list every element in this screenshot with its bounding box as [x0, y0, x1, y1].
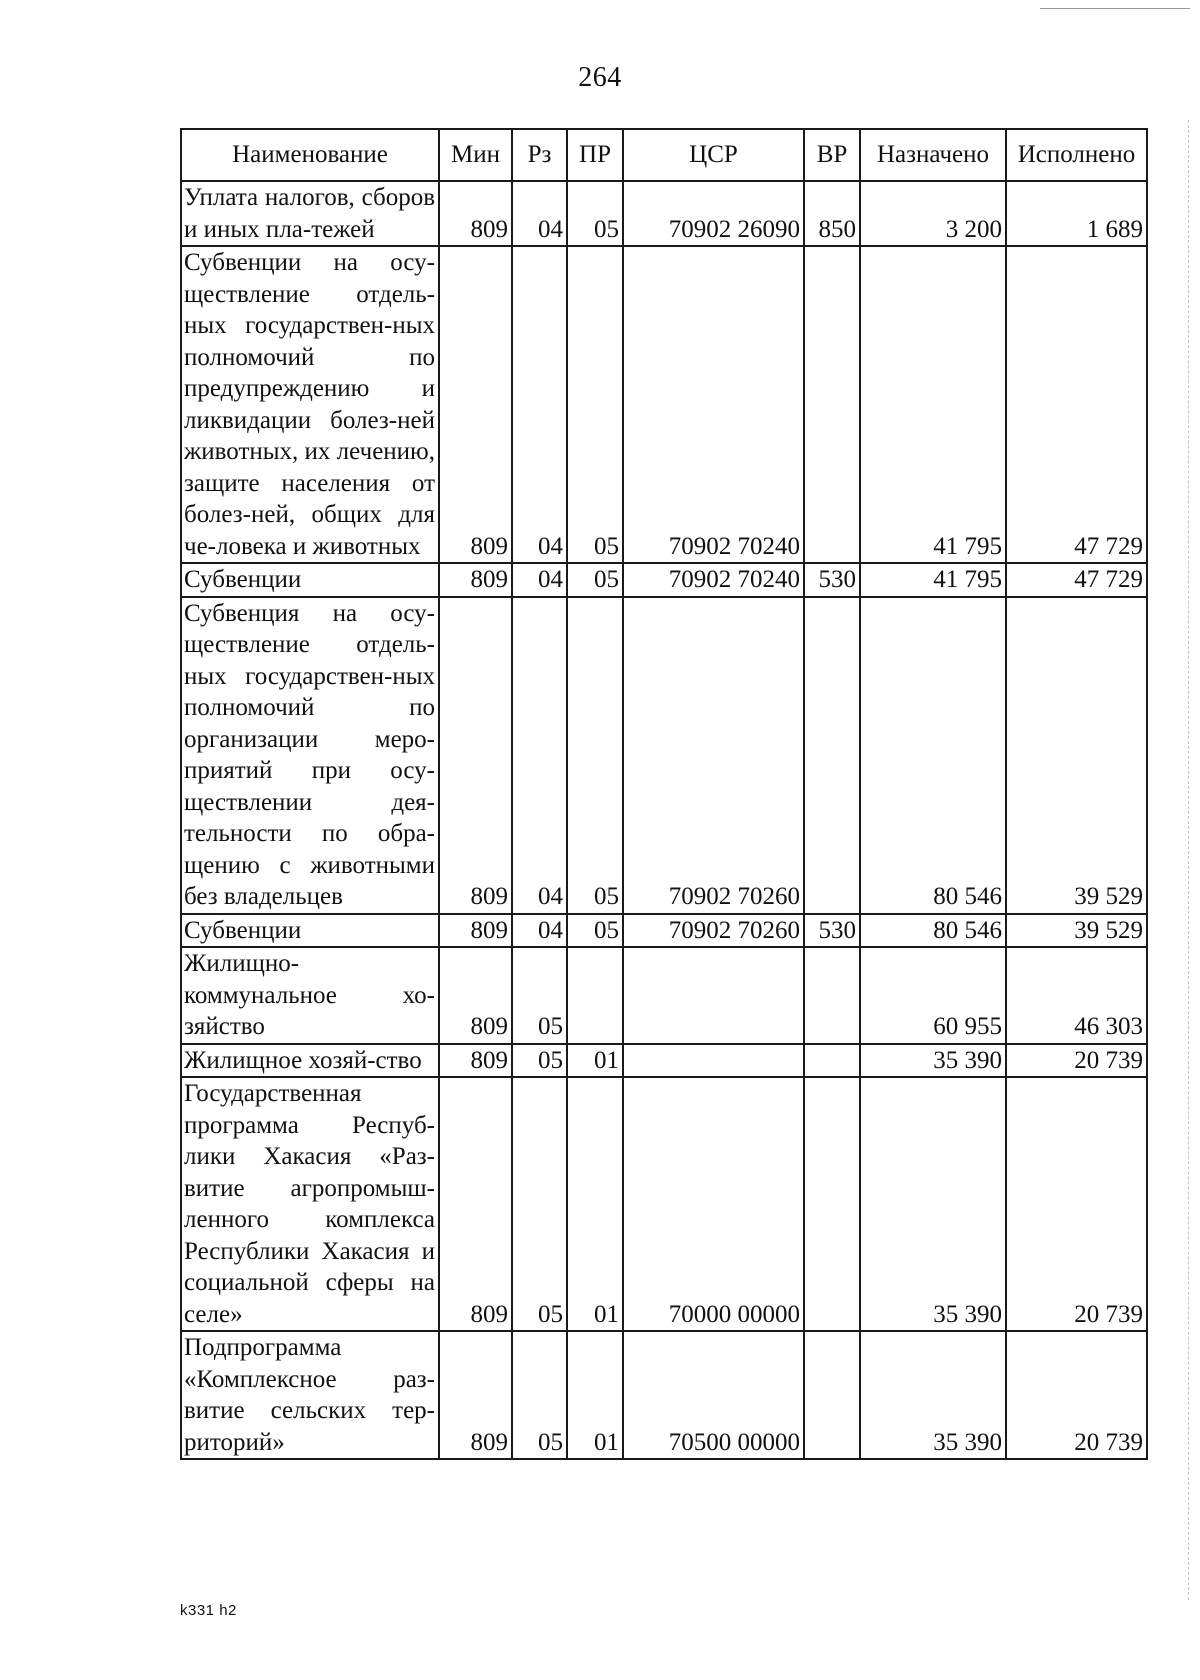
- cell-executed: 39 529: [1006, 597, 1147, 914]
- page-number: 264: [578, 62, 622, 93]
- cell-vr: [804, 947, 860, 1044]
- cell-executed: 46 303: [1006, 947, 1147, 1044]
- table-row: [181, 914, 1147, 948]
- cell-name: Подпрограмма «Комплексное раз-витие сельских тер-риторий»: [181, 1331, 439, 1459]
- scan-edge-line-top: [1040, 8, 1190, 9]
- cell-rz: 04: [512, 914, 567, 948]
- cell-vr: [804, 1331, 860, 1459]
- table-header: [181, 129, 1147, 181]
- cell-assigned: 80 546: [860, 597, 1006, 914]
- table-row: [181, 597, 1147, 914]
- cell-assigned: 3 200: [860, 181, 1006, 246]
- cell-csr: 70902 70240: [623, 563, 804, 597]
- cell-name: Жилищное хозяй-ство: [181, 1044, 439, 1078]
- cell-executed: 47 729: [1006, 563, 1147, 597]
- cell-rz: 05: [512, 1044, 567, 1078]
- cell-min: 809: [439, 246, 512, 563]
- cell-assigned: 35 390: [860, 1331, 1006, 1459]
- table-row: [181, 246, 1147, 563]
- cell-assigned: 41 795: [860, 246, 1006, 563]
- cell-min: 809: [439, 1044, 512, 1078]
- cell-pr: 01: [567, 1331, 623, 1459]
- scan-edge-line-right: [1188, 120, 1189, 1600]
- cell-executed: 20 739: [1006, 1077, 1147, 1331]
- cell-rz: 05: [512, 1331, 567, 1459]
- footer-code: k331 h2: [180, 1602, 237, 1619]
- cell-rz: 04: [512, 563, 567, 597]
- cell-rz: 04: [512, 597, 567, 914]
- cell-pr: 05: [567, 563, 623, 597]
- cell-vr: [804, 246, 860, 563]
- table-row: [181, 181, 1147, 246]
- header-min: Мин: [439, 129, 512, 181]
- cell-pr: 05: [567, 597, 623, 914]
- cell-rz: 05: [512, 1077, 567, 1331]
- cell-vr: [804, 597, 860, 914]
- cell-csr: [623, 1044, 804, 1078]
- header-executed: Исполнено: [1006, 129, 1147, 181]
- cell-pr: 05: [567, 246, 623, 563]
- cell-name: Субвенции на осу-ществление отдель-ных государствен-ных полномочий по предупреждению и ликвидации болез-ней животных, их лечению, защите населения от болез-ней, общих для че-ловека и животных: [181, 246, 439, 563]
- cell-min: 809: [439, 563, 512, 597]
- cell-vr: 530: [804, 914, 860, 948]
- cell-csr: [623, 947, 804, 1044]
- cell-pr: 01: [567, 1077, 623, 1331]
- cell-name: Субвенция на осу-ществление отдель-ных государствен-ных полномочий по организации меро-приятий при осу-ществлении дея-тельности по обра-щению с животными без владельцев: [181, 597, 439, 914]
- cell-name: Субвенции: [181, 563, 439, 597]
- cell-min: 809: [439, 914, 512, 948]
- table-body: [181, 181, 1147, 1459]
- cell-executed: 39 529: [1006, 914, 1147, 948]
- cell-pr: 05: [567, 914, 623, 948]
- cell-vr: 850: [804, 181, 860, 246]
- cell-min: 809: [439, 1331, 512, 1459]
- cell-name: Жилищно-коммунальное хо-зяйство: [181, 947, 439, 1044]
- table-row: [181, 1331, 1147, 1459]
- header-pr: ПР: [567, 129, 623, 181]
- cell-assigned: 80 546: [860, 914, 1006, 948]
- cell-pr: [567, 947, 623, 1044]
- cell-executed: 20 739: [1006, 1331, 1147, 1459]
- budget-table: [180, 128, 1148, 1460]
- cell-min: 809: [439, 947, 512, 1044]
- cell-csr: 70000 00000: [623, 1077, 804, 1331]
- cell-pr: 05: [567, 181, 623, 246]
- cell-csr: 70902 70260: [623, 914, 804, 948]
- cell-vr: 530: [804, 563, 860, 597]
- cell-vr: [804, 1044, 860, 1078]
- header-rz: Рз: [512, 129, 567, 181]
- cell-name: Субвенции: [181, 914, 439, 948]
- table-row: [181, 563, 1147, 597]
- table-row: [181, 1044, 1147, 1078]
- cell-assigned: 41 795: [860, 563, 1006, 597]
- cell-csr: 70902 26090: [623, 181, 804, 246]
- cell-assigned: 35 390: [860, 1077, 1006, 1331]
- cell-min: 809: [439, 181, 512, 246]
- header-vr: ВР: [804, 129, 860, 181]
- cell-name: Уплата налогов, сборов и иных пла-тежей: [181, 181, 439, 246]
- cell-assigned: 35 390: [860, 1044, 1006, 1078]
- cell-csr: 70902 70240: [623, 246, 804, 563]
- cell-csr: 70500 00000: [623, 1331, 804, 1459]
- cell-executed: 47 729: [1006, 246, 1147, 563]
- cell-csr: 70902 70260: [623, 597, 804, 914]
- cell-executed: 1 689: [1006, 181, 1147, 246]
- cell-vr: [804, 1077, 860, 1331]
- header-assigned: Назначено: [860, 129, 1006, 181]
- cell-min: 809: [439, 1077, 512, 1331]
- cell-rz: 04: [512, 181, 567, 246]
- cell-rz: 04: [512, 246, 567, 563]
- cell-rz: 05: [512, 947, 567, 1044]
- header-name: Наименование: [181, 129, 439, 181]
- table-row: [181, 1077, 1147, 1331]
- cell-pr: 01: [567, 1044, 623, 1078]
- cell-name: Государственная программа Респуб-лики Хакасия «Раз-витие агропромыш-ленного комплекса Республики Хакасия и социальной сферы на селе»: [181, 1077, 439, 1331]
- table-row: [181, 947, 1147, 1044]
- header-row: [181, 129, 1147, 181]
- cell-assigned: 60 955: [860, 947, 1006, 1044]
- cell-min: 809: [439, 597, 512, 914]
- header-csr: ЦСР: [623, 129, 804, 181]
- cell-executed: 20 739: [1006, 1044, 1147, 1078]
